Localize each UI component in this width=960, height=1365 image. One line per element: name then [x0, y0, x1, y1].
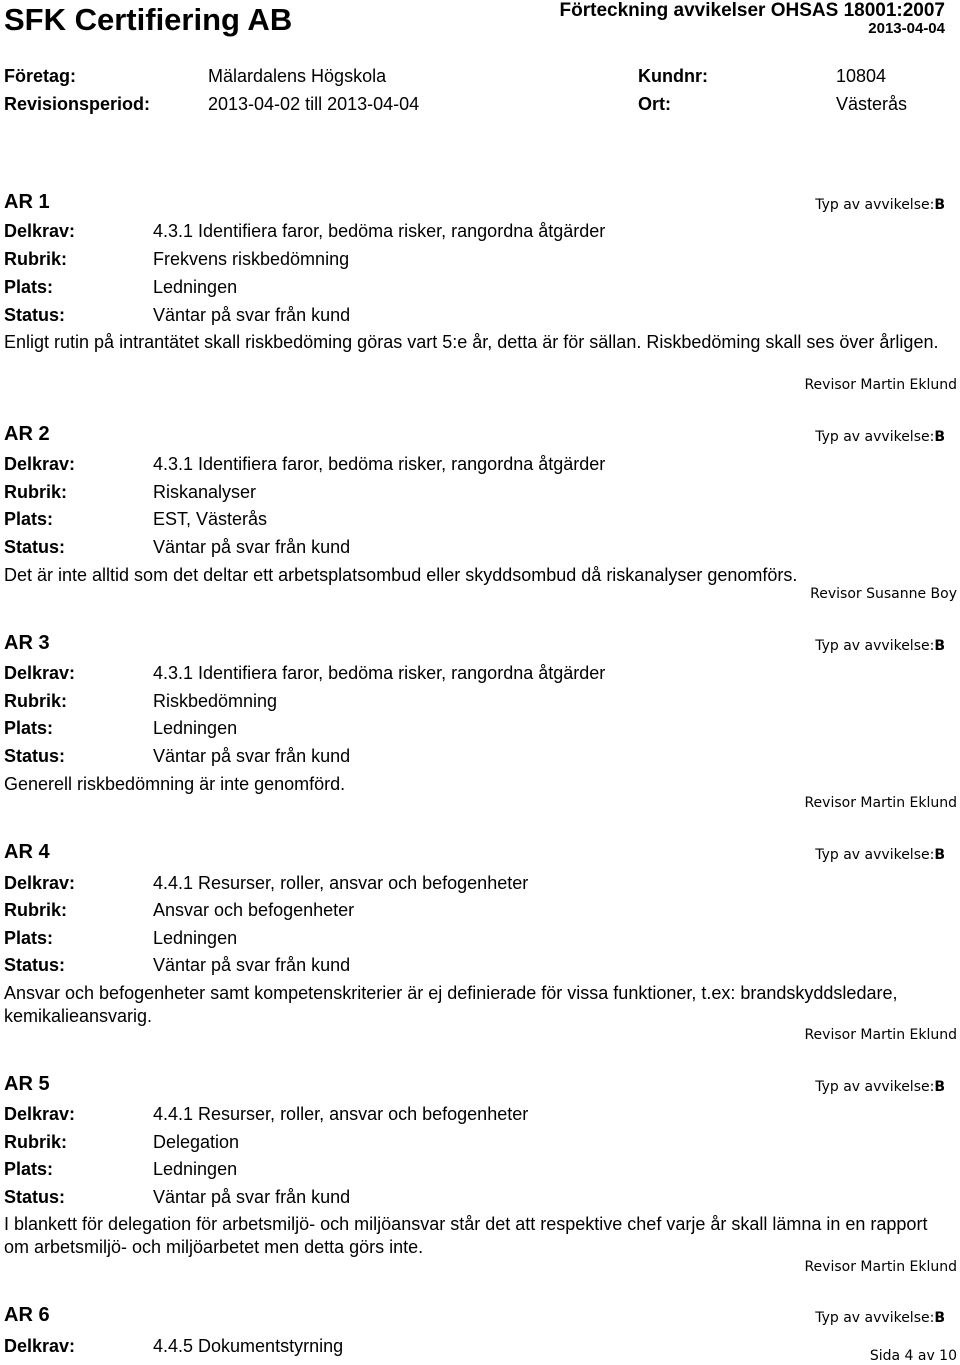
- rubrik-row: Rubrik: Delegation: [4, 1132, 240, 1152]
- company-name: SFK Certifiering AB: [4, 2, 293, 37]
- kundnr-value: 10804: [836, 66, 887, 86]
- ort-value: Västerås: [836, 94, 908, 114]
- revisor: Revisor Martin Eklund: [804, 1259, 957, 1275]
- ar-type: Typ av avvikelse:B: [815, 638, 945, 654]
- revisor: Revisor Susanne Boy: [810, 586, 957, 602]
- plats-row: Plats: Ledningen: [4, 718, 238, 738]
- foretag-value: Mälardalens Högskola: [208, 66, 387, 86]
- ar-title: AR 5: [4, 1073, 50, 1095]
- delkrav-row: Delkrav: 4.4.5 Dokumentstyrning: [4, 1336, 344, 1356]
- ar-title: AR 1: [4, 191, 50, 213]
- ar-type: Typ av avvikelse:B: [815, 1079, 945, 1095]
- foretag-label: Företag:: [4, 66, 76, 86]
- ar-type: Typ av avvikelse:B: [815, 429, 945, 445]
- report-date: 2013-04-04: [868, 20, 945, 37]
- delkrav-row: Delkrav: 4.3.1 Identifiera faror, bedöma risker, rangordna åtgärder: [4, 221, 606, 241]
- page-number: Sida 4 av 10: [869, 1348, 957, 1364]
- delkrav-row: Delkrav: 4.3.1 Identifiera faror, bedöma risker, rangordna åtgärder: [4, 663, 606, 683]
- ar-description: I blankett för delegation för arbetsmiljö- och miljöansvar står det att respektive chef varje år skall lämna in en rapport om arbetsmiljö- och miljöarbetet men detta görs inte.: [4, 1214, 928, 1257]
- plats-row: Plats: Ledningen: [4, 928, 238, 948]
- status-row: Status: Väntar på svar från kund: [4, 955, 351, 975]
- kundnr-label: Kundnr:: [638, 66, 708, 86]
- status-row: Status: Väntar på svar från kund: [4, 537, 351, 557]
- ar-title: AR 2: [4, 423, 50, 445]
- ar-description: Ansvar och befogenheter samt kompetenskriterier är ej definierade för vissa funktioner, t.ex: brandskyddsledare, kemikalieansvarig.: [4, 983, 898, 1026]
- rubrik-row: Rubrik: Ansvar och befogenheter: [4, 900, 355, 920]
- ar-title: AR 6: [4, 1304, 50, 1326]
- ar-title: AR 4: [4, 841, 50, 863]
- plats-row: Plats: Ledningen: [4, 277, 238, 297]
- delkrav-row: Delkrav: 4.3.1 Identifiera faror, bedöma risker, rangordna åtgärder: [4, 454, 606, 474]
- ar-description: Enligt rutin på intrantätet skall riskbedöming göras vart 5:e år, detta är för sällan. Riskbedöming skall ses över årligen.: [4, 332, 939, 352]
- report-title: Förteckning avvikelser OHSAS 18001:2007: [559, 0, 945, 21]
- status-row: Status: Väntar på svar från kund: [4, 1187, 351, 1207]
- delkrav-row: Delkrav: 4.4.1 Resurser, roller, ansvar och befogenheter: [4, 873, 529, 893]
- status-row: Status: Väntar på svar från kund: [4, 305, 351, 325]
- rubrik-row: Rubrik: Riskbedömning: [4, 691, 278, 711]
- revisor: Revisor Martin Eklund: [804, 795, 957, 811]
- delkrav-row: Delkrav: 4.4.1 Resurser, roller, ansvar och befogenheter: [4, 1104, 529, 1124]
- rubrik-row: Rubrik: Frekvens riskbedömning: [4, 249, 350, 269]
- rubrik-row: Rubrik: Riskanalyser: [4, 482, 257, 502]
- plats-row: Plats: EST, Västerås: [4, 509, 268, 529]
- ar-type: Typ av avvikelse:B: [815, 847, 945, 863]
- revisor: Revisor Martin Eklund: [804, 1027, 957, 1043]
- ar-title: AR 3: [4, 632, 50, 654]
- ar-description: Generell riskbedömning är inte genomförd.: [4, 774, 346, 794]
- ar-type: Typ av avvikelse:B: [815, 197, 945, 213]
- ort-label: Ort:: [638, 94, 671, 114]
- plats-row: Plats: Ledningen: [4, 1159, 238, 1179]
- ar-type: Typ av avvikelse:B: [815, 1310, 945, 1326]
- ar-description: Det är inte alltid som det deltar ett arbetsplatsombud eller skyddsombud då riskanalyser genomförs.: [4, 565, 798, 585]
- period-label: Revisionsperiod:: [4, 94, 151, 114]
- period-value: 2013-04-02 till 2013-04-04: [208, 94, 420, 114]
- revisor: Revisor Martin Eklund: [804, 377, 957, 393]
- status-row: Status: Väntar på svar från kund: [4, 746, 351, 766]
